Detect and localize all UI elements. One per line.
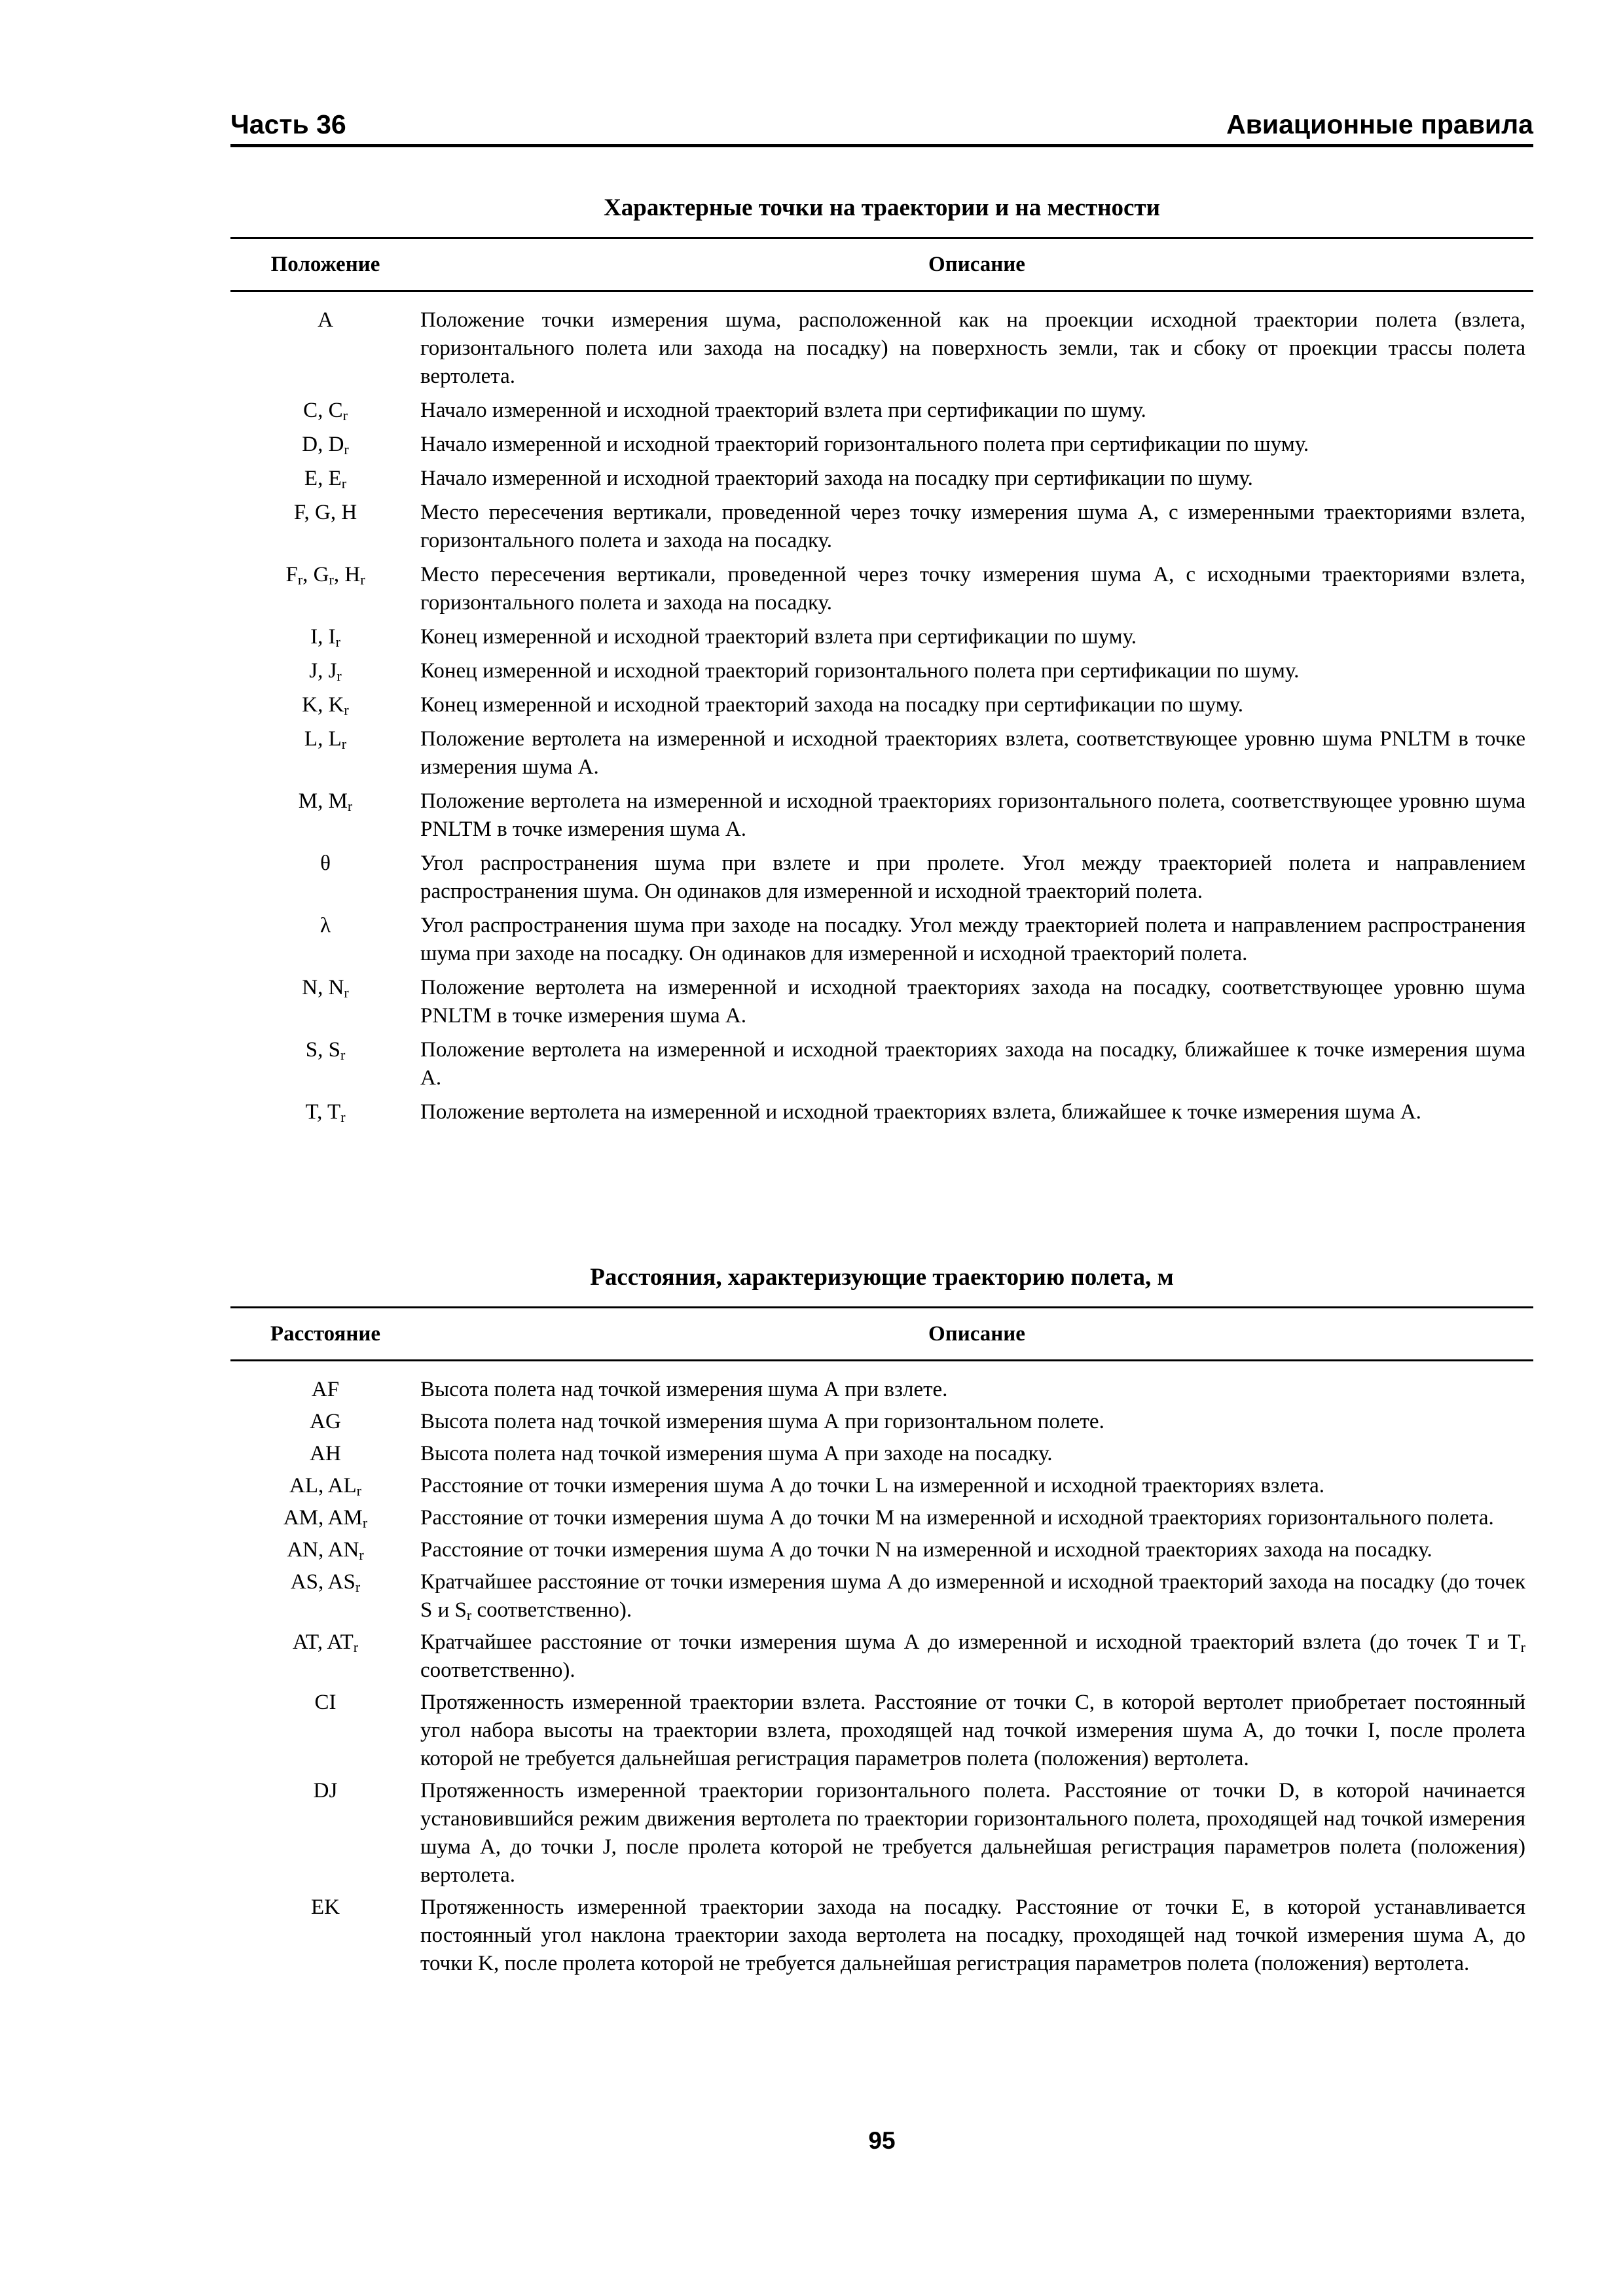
running-header — [230, 105, 1533, 147]
row-symbol: S, $S_r$ — [305, 1038, 346, 1063]
table-row — [230, 561, 1533, 623]
page-number: 95 — [868, 2127, 896, 2154]
row-symbol: D, $D_r$ — [302, 433, 349, 457]
table-row — [230, 1408, 1533, 1440]
header-title: Авиационные правила — [1226, 109, 1533, 139]
row-symbol: DJ — [313, 1779, 338, 1803]
row-symbol: λ — [319, 914, 331, 937]
table-row — [230, 1440, 1533, 1472]
table-row — [230, 1893, 1533, 1982]
row-description: Положение вертолета на измеренной и исходной траекториях взлета, соответствующее уровню шума PNLTM в точке измерения шума А. — [420, 727, 1525, 779]
table-row — [230, 1098, 1533, 1132]
points-table — [230, 237, 1533, 1132]
row-description: Место пересечения вертикали, проведенной через точку измерения шума А, с измеренными траекториями взлета, горизонтального полета и захода на посадку. — [420, 501, 1525, 552]
row-symbol: F, G, H — [293, 501, 357, 524]
table1-body — [230, 291, 1533, 1133]
table-row — [230, 1361, 1533, 1408]
row-symbol: AG — [310, 1410, 341, 1433]
row-symbol: CI — [314, 1691, 337, 1714]
row-description: Положение вертолета на измеренной и исходной траекториях захода на посадку, соответствующее уровню шума PNLTM в точке измерения шума А. — [420, 976, 1525, 1028]
row-description: Высота полета над точкой измерения шума А при заходе на посадку. — [420, 1442, 1053, 1465]
table-row — [230, 1536, 1533, 1568]
row-symbol: AF — [311, 1378, 340, 1401]
table-row — [230, 1568, 1533, 1628]
row-symbol: AH — [310, 1442, 341, 1465]
table2-header-row — [230, 1308, 1533, 1361]
table-row — [230, 431, 1533, 465]
row-description: Расстояние от точки измерения шума А до точки N на измеренной и исходной траекториях захода на посадку. — [420, 1538, 1432, 1562]
table-row — [230, 1472, 1533, 1504]
row-description: Угол распространения шума при взлете и при пролете. Угол между траекторией полета и направлением распространения шума. Он одинаков для измеренной и исходной траекторий полета. — [420, 852, 1525, 903]
row-symbol: E, $E_r$ — [304, 467, 347, 492]
row-description: Конец измеренной и исходной траекторий взлета при сертификации по шуму. — [420, 625, 1137, 649]
table1-col-description: Описание — [420, 238, 1533, 291]
row-description: Кратчайшее расстояние от точки измерения шума А до измеренной и исходной траекторий взлета (до точек T и $T_r$ соответственно). — [420, 1630, 1525, 1682]
row-symbol: C, $C_r$ — [303, 399, 348, 423]
row-description: Начало измеренной и исходной траекторий горизонтального полета при сертификации по шуму. — [420, 433, 1309, 456]
distances-table — [230, 1306, 1533, 1982]
row-description: Положение точки измерения шума, расположенной как на проекции исходной траектории полета (взлета, горизонтального полета или захода на посадку) на поверхность земли, так и сбоку от проекции трассы полета вертолета. — [420, 308, 1525, 388]
table-row — [230, 725, 1533, 787]
table-row — [230, 623, 1533, 657]
row-symbol: I, $I_r$ — [310, 625, 340, 650]
row-description: Расстояние от точки измерения шума А до точки L на измеренной и исходной траекториях взлета. — [420, 1474, 1324, 1498]
row-description: Начало измеренной и исходной траекторий взлета при сертификации по шуму. — [420, 399, 1146, 422]
row-symbol: K, $K_r$ — [302, 693, 349, 718]
row-description: Положение вертолета на измеренной и исходной траекториях взлета, ближайшее к точке измерения шума А. — [420, 1100, 1421, 1124]
row-symbol: $F_r$, $G_r$, $H_r$ — [285, 563, 365, 588]
table-row — [230, 1777, 1533, 1893]
table1-col-position: Положение — [230, 238, 420, 291]
row-symbol: AL, $AL_r$ — [289, 1474, 361, 1499]
row-description: Начало измеренной и исходной траекторий захода на посадку при сертификации по шуму. — [420, 467, 1253, 490]
table2-col-description: Описание — [420, 1308, 1533, 1361]
row-description: Высота полета над точкой измерения шума А при взлете. — [420, 1378, 948, 1401]
row-symbol: J, $J_r$ — [309, 659, 342, 684]
row-description: Высота полета над точкой измерения шума А при горизонтальном полете. — [420, 1410, 1104, 1433]
row-symbol: θ — [320, 852, 331, 875]
row-symbol: M, $M_r$ — [298, 789, 353, 814]
table-row — [230, 912, 1533, 974]
row-description: Протяженность измеренной траектории взлета. Расстояние от точки C, в которой вертолет приобретает постоянный угол набора высоты на траектории взлета, проходящей над точкой измерения шума А, до точки I, после пролета которой не требуется дальнейшая регистрация параметров полета (положения) вертолета. — [420, 1691, 1525, 1770]
table-row — [230, 465, 1533, 499]
row-description: Конец измеренной и исходной траекторий горизонтального полета при сертификации по шуму. — [420, 659, 1300, 683]
table-row — [230, 691, 1533, 725]
table-row — [230, 657, 1533, 691]
row-symbol: AN, $AN_r$ — [287, 1538, 364, 1563]
table-row — [230, 291, 1533, 397]
row-symbol: AM, $AM_r$ — [283, 1506, 368, 1531]
row-symbol: AT, $AT_r$ — [292, 1630, 359, 1655]
row-description: Протяженность измеренной траектории захода на посадку. Расстояние от точки E, в которой устанавливается постоянный угол наклона траектории захода вертолета на посадку, проходящей над точкой измерения шума А, до точки K, после пролета которой не требуется дальнейшая регистрация параметров полета (положения) вертолета. — [420, 1895, 1525, 1975]
table2-col-distance: Расстояние — [230, 1308, 420, 1361]
row-description: Кратчайшее расстояние от точки измерения шума А до измеренной и исходной траекторий захода на посадку (до точек S и $S_r$ соответственно). — [420, 1570, 1525, 1623]
row-description: Положение вертолета на измеренной и исходной траекториях захода на посадку, ближайшее к точке измерения шума А. — [420, 1038, 1525, 1090]
table1-caption: Характерные точки на траектории и на местности — [604, 194, 1160, 221]
table2-body — [230, 1361, 1533, 1982]
row-description: Место пересечения вертикали, проведенной через точку измерения шума А, с исходными траекториями взлета, горизонтального полета и захода на посадку. — [420, 563, 1525, 615]
table2-caption: Расстояния, характеризующие траекторию полета, м — [590, 1264, 1174, 1291]
table1-header-row — [230, 238, 1533, 291]
row-description: Протяженность измеренной траектории горизонтального полета. Расстояние от точки D, в которой начинается установившийся режим движения вертолета по траектории горизонтального полета, проходящей над точкой измерения шума А, до точки J, после пролета которой не требуется дальнейшая регистрация параметров полета (положения) вертолета. — [420, 1779, 1525, 1887]
table-row — [230, 1689, 1533, 1777]
header-part: Часть 36 — [230, 109, 346, 139]
row-description: Конец измеренной и исходной траекторий захода на посадку при сертификации по шуму. — [420, 693, 1244, 717]
table-row — [230, 1504, 1533, 1536]
table-row — [230, 397, 1533, 431]
table-row — [230, 787, 1533, 850]
row-description: Положение вертолета на измеренной и исходной траекториях горизонтального полета, соответствующее уровню шума PNLTM в точке измерения шума А. — [420, 789, 1525, 841]
table-row — [230, 1628, 1533, 1689]
row-description: Угол распространения шума при заходе на посадку. Угол между траекторией полета и направлением распространения шума при заходе на посадку. Он одинаков для измеренной и исходной траекторий полета. — [420, 914, 1525, 965]
table-row — [230, 499, 1533, 561]
row-symbol: EK — [311, 1895, 340, 1919]
table-row — [230, 974, 1533, 1036]
row-symbol: AS, $AS_r$ — [290, 1570, 361, 1595]
row-symbol: N, $N_r$ — [302, 976, 349, 1001]
row-symbol: T, $T_r$ — [305, 1100, 346, 1125]
table-row — [230, 850, 1533, 912]
row-description: Расстояние от точки измерения шума А до точки M на измеренной и исходной траекториях горизонтального полета. — [420, 1506, 1494, 1530]
table-row — [230, 1036, 1533, 1098]
row-symbol: L, $L_r$ — [304, 727, 347, 752]
row-symbol: A — [318, 308, 333, 332]
